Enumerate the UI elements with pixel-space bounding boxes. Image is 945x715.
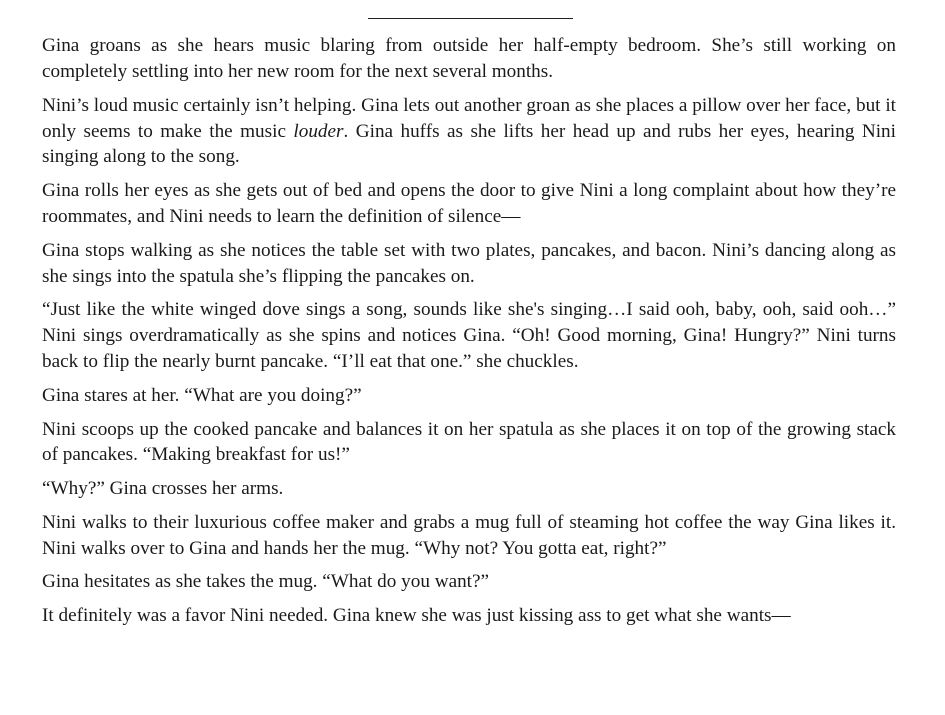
paragraph-8 [42, 476, 896, 502]
paragraph-9 [42, 510, 896, 562]
paragraph-2 [42, 93, 896, 171]
section-divider [368, 18, 573, 19]
emphasized-word: louder [293, 120, 344, 142]
text-segment: Nini walks to their luxurious coffee maker and grabs a mug full of steaming hot coffee the way Gina likes it. Nini walks over to Gina and hands her the mug. “Why not? You gotta eat, right?” [42, 511, 896, 559]
paragraph-7 [42, 417, 896, 469]
document-page [42, 0, 896, 637]
text-segment: It definitely was a favor Nini needed. Gina knew she was just kissing ass to get what she wants— [42, 605, 791, 627]
text-segment: . Gina huffs as she lifts her head up and rubs her eyes, hearing Nini singing along to the song. [42, 120, 896, 168]
text-segment: Nini’s loud music certainly isn’t helping. Gina lets out another groan as she places a pillow over her face, but it only seems to make the music [42, 94, 896, 142]
text-segment: Gina rolls her eyes as she gets out of bed and opens the door to give Nini a long complaint about how they’re roommates, and Nini needs to learn the definition of silence— [42, 180, 896, 228]
text-segment: Gina stares at her. “What are you doing?” [42, 384, 362, 406]
paragraph-5 [42, 297, 896, 375]
paragraph-10 [42, 569, 896, 595]
text-segment: Nini scoops up the cooked pancake and balances it on her spatula as she places it on top of the growing stack of pancakes. “Making breakfast for us!” [42, 418, 896, 466]
text-segment: “Why?” Gina crosses her arms. [42, 478, 284, 500]
text-segment: Gina hesitates as she takes the mug. “What do you want?” [42, 571, 490, 593]
text-segment: Gina groans as she hears music blaring from outside her half-empty bedroom. She’s still working on completely settling into her new room for the next several months. [42, 35, 896, 82]
paragraph-6 [42, 383, 896, 409]
paragraph-11 [42, 603, 896, 629]
paragraph-1 [42, 33, 896, 85]
paragraph-4 [42, 238, 896, 290]
text-segment: “Just like the white winged dove sings a song, sounds like she's singing…I said ooh, baby, ooh, said ooh…” Nini sings overdramatically as she spins and notices Gina. “Oh! Good morning, Gina! Hungry?” Nini turns back to flip the nearly burnt pancake. “I’ll eat that one.” she chuckles. [42, 299, 896, 373]
text-segment: Gina stops walking as she notices the table set with two plates, pancakes, and bacon. Nini’s dancing along as she sings into the spatula she’s flipping the pancakes on. [42, 239, 896, 287]
paragraph-3 [42, 178, 896, 230]
